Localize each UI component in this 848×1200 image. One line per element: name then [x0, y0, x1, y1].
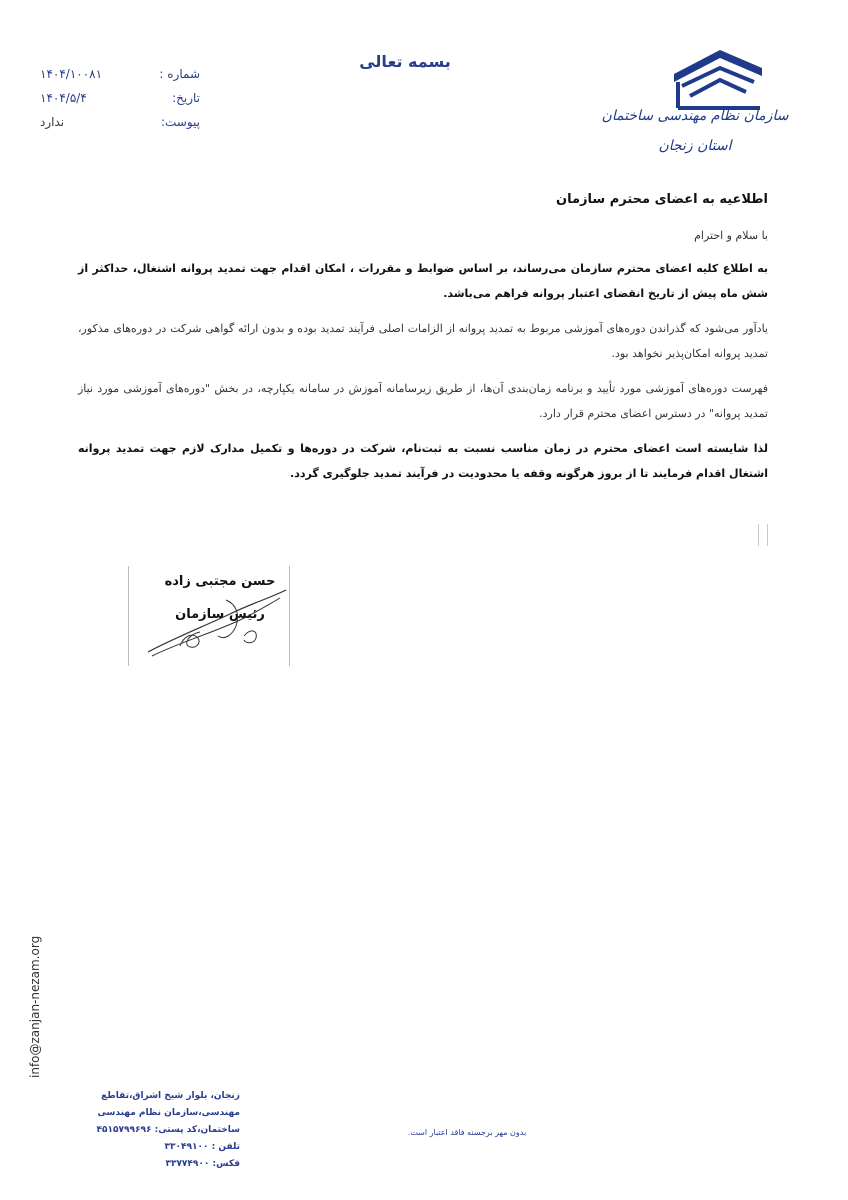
paragraph-3: فهرست دوره‌های آموزشی مورد تأیید و برنامه زمان‌بندی آن‌ها، از طریق زیرسامانه آموزش در سامانه یکپارچه، در بخش "دوره‌های آموزشی مورد نیاز تمدید پروانه" در دسترس اعضای محترم قرار دارد.: [78, 382, 768, 420]
stamp-note: بدون مهر برجسته فاقد اعتبار است.: [407, 1128, 527, 1137]
address-line-1: زنجان، بلوار شیخ اشراق،تقاطع: [101, 1091, 240, 1101]
address-line-2: مهندسی،سازمان نظام مهندسی: [97, 1108, 240, 1118]
attachment-label: پیوست:: [160, 115, 200, 129]
signatory-name: حسن مجتبی زاده: [164, 574, 276, 589]
organization-province: استان زنجان: [658, 138, 732, 154]
divider-marks: [758, 524, 768, 546]
greeting: با سلام و احترام: [694, 229, 768, 242]
address-line-3: ساختمان،کد پستی: ۴۵۱۵۷۹۹۶۹۶: [96, 1125, 240, 1135]
attachment-value: ندارد: [40, 115, 65, 129]
bismillah-heading: بسمه تعالی: [359, 52, 451, 71]
number-row: [40, 62, 200, 86]
letter-title: اطلاعیه به اعضای محترم سازمان: [556, 192, 768, 207]
signatory-title: رئیس سازمان: [175, 607, 265, 622]
organization-logo-icon: [668, 46, 768, 114]
paragraph-4: لذا شایسته است اعضای محترم در زمان مناسب نسبت به ثبت‌نام، شرکت در دوره‌ها و تکمیل مدارک لازم جهت تمدید پروانه اشتغال اقدام فرمایند تا از بروز هرگونه وقفه یا محدودیت در فرآیند تمدید جلوگیری گردد.: [78, 442, 768, 480]
number-label: شماره :: [159, 67, 200, 81]
letter-body: [78, 192, 768, 496]
paragraph-2: یادآور می‌شود که گذراندن دوره‌های آموزشی مربوط به تمدید پروانه از الزامات اصلی فرآیند تمدید بوده و بدون ارائه گواهی شرکت در دوره‌های مذکور، تمدید پروانه امکان‌پذیر نخواهد بود.: [78, 322, 768, 360]
date-value: ۱۴۰۴/۵/۴: [40, 91, 87, 105]
letter-meta: [40, 62, 200, 134]
footer-address: [70, 1088, 240, 1173]
side-email: info@zanjan-nezam.org: [28, 935, 42, 1078]
handwritten-signature-icon: [140, 580, 290, 660]
paragraph-1: به اطلاع کلیه اعضای محترم سازمان می‌رساند، بر اساس ضوابط و مقررات ، امکان اقدام جهت تمدید پروانه اشتغال، حداکثر از شش ماه پیش از تاریخ انقضای اعتبار پروانه فراهم می‌باشد.: [78, 262, 768, 300]
phone: تلفن : ۳۳۰۴۹۱۰۰: [164, 1142, 240, 1152]
date-row: [40, 86, 200, 110]
organization-name: سازمان نظام مهندسی ساختمان: [601, 108, 789, 124]
fax: فکس: ۳۳۷۷۴۹۰۰: [165, 1159, 240, 1169]
date-label: تاریخ:: [172, 91, 200, 105]
number-value: ۱۴۰۴/۱۰۰۸۱: [40, 67, 103, 81]
attachment-row: [40, 110, 200, 134]
